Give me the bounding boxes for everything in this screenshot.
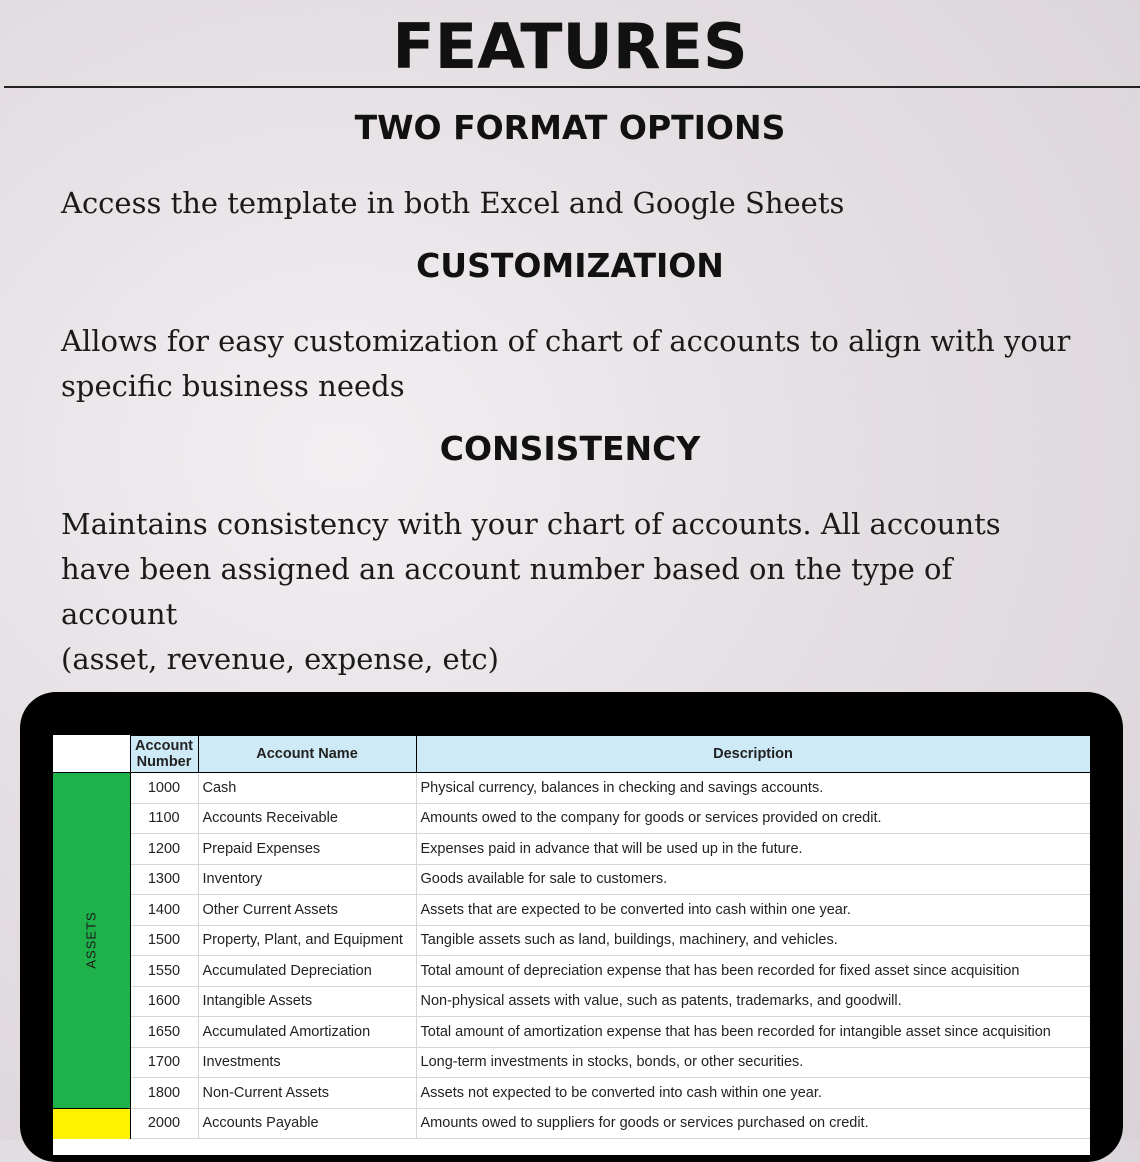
description-cell: Amounts owed to suppliers for goods or services purchased on credit.	[416, 1108, 1090, 1139]
account-number-cell: 1550	[130, 956, 198, 987]
account-name-cell: Prepaid Expenses	[198, 834, 416, 865]
header-description: Description	[416, 736, 1090, 773]
description-cell: Total amount of amortization expense that has been recorded for intangible asset since acquisition	[416, 1017, 1090, 1048]
account-name-cell: Accounts Payable	[198, 1108, 416, 1139]
description-cell: Tangible assets such as land, buildings, machinery, and vehicles.	[416, 925, 1090, 956]
account-name-cell: Non-Current Assets	[198, 1078, 416, 1109]
chart-of-accounts-table	[53, 735, 1090, 1139]
paragraph-consistency-line: (asset, revenue, expense, etc)	[61, 642, 499, 676]
description-cell: Non-physical assets with value, such as patents, trademarks, and goodwill.	[416, 986, 1090, 1017]
account-name-cell: Investments	[198, 1047, 416, 1078]
account-number-cell: 1650	[130, 1017, 198, 1048]
account-number-cell: 1000	[130, 773, 198, 804]
table-row	[53, 1017, 1090, 1048]
description-cell: Amounts owed to the company for goods or services provided on credit.	[416, 803, 1090, 834]
paragraph-consistency-line: Maintains consistency with your chart of accounts. All accounts	[61, 507, 1001, 541]
account-number-cell: 1300	[130, 864, 198, 895]
table-row	[53, 803, 1090, 834]
category-assets-cell	[53, 773, 130, 1109]
title-divider	[4, 86, 1140, 88]
description-cell: Total amount of depreciation expense that has been recorded for fixed asset since acquisition	[416, 956, 1090, 987]
table-row	[53, 986, 1090, 1017]
table-row	[53, 773, 1090, 804]
account-number-cell: 1500	[130, 925, 198, 956]
paragraph-customization-line: Allows for easy customization of chart of accounts to align with your	[61, 324, 1071, 358]
account-number-cell: 1400	[130, 895, 198, 926]
account-number-cell: 1700	[130, 1047, 198, 1078]
header-account-number-line: Number	[136, 754, 192, 770]
header-account-name: Account Name	[198, 736, 416, 773]
heading-two-format-options: TWO FORMAT OPTIONS	[354, 108, 786, 147]
table-row	[53, 956, 1090, 987]
account-name-cell: Cash	[198, 773, 416, 804]
account-name-cell: Intangible Assets	[198, 986, 416, 1017]
account-name-cell: Accumulated Depreciation	[198, 956, 416, 987]
page-title: FEATURES	[392, 10, 748, 83]
account-name-cell: Inventory	[198, 864, 416, 895]
description-cell: Goods available for sale to customers.	[416, 864, 1090, 895]
description-cell: Long-term investments in stocks, bonds, or other securities.	[416, 1047, 1090, 1078]
table-row	[53, 1078, 1090, 1109]
paragraph-consistency-line: have been assigned an account number based on the type of account	[61, 552, 953, 631]
table-row	[53, 834, 1090, 865]
description-cell: Expenses paid in advance that will be used up in the future.	[416, 834, 1090, 865]
category-liabilities-cell	[53, 1108, 130, 1139]
heading-customization: CUSTOMIZATION	[416, 246, 724, 285]
account-name-cell: Accounts Receivable	[198, 803, 416, 834]
account-number-cell: 1200	[130, 834, 198, 865]
table-row	[53, 1108, 1090, 1139]
description-cell: Physical currency, balances in checking and savings accounts.	[416, 773, 1090, 804]
paragraph-consistency	[61, 502, 1071, 682]
account-number-cell: 1100	[130, 803, 198, 834]
table-row	[53, 864, 1090, 895]
description-cell: Assets not expected to be converted into cash within one year.	[416, 1078, 1090, 1109]
table-row	[53, 1047, 1090, 1078]
category-header-cell	[53, 736, 130, 773]
table-row	[53, 895, 1090, 926]
table-header-row	[53, 736, 1090, 773]
account-name-cell: Other Current Assets	[198, 895, 416, 926]
paragraph-customization	[61, 319, 1071, 409]
account-name-cell: Accumulated Amortization	[198, 1017, 416, 1048]
category-assets-label: ASSETS	[83, 911, 99, 969]
paragraph-format-options: Access the template in both Excel and Google Sheets	[61, 186, 845, 220]
spreadsheet-preview	[53, 735, 1090, 1155]
account-number-cell: 1600	[130, 986, 198, 1017]
header-account-number	[130, 736, 198, 773]
heading-consistency: CONSISTENCY	[439, 429, 701, 468]
description-cell: Assets that are expected to be converted into cash within one year.	[416, 895, 1090, 926]
table-row	[53, 925, 1090, 956]
paragraph-customization-line: specific business needs	[61, 369, 405, 403]
account-number-cell: 1800	[130, 1078, 198, 1109]
header-account-number-line: Account	[135, 738, 193, 754]
account-name-cell: Property, Plant, and Equipment	[198, 925, 416, 956]
account-number-cell: 2000	[130, 1108, 198, 1139]
